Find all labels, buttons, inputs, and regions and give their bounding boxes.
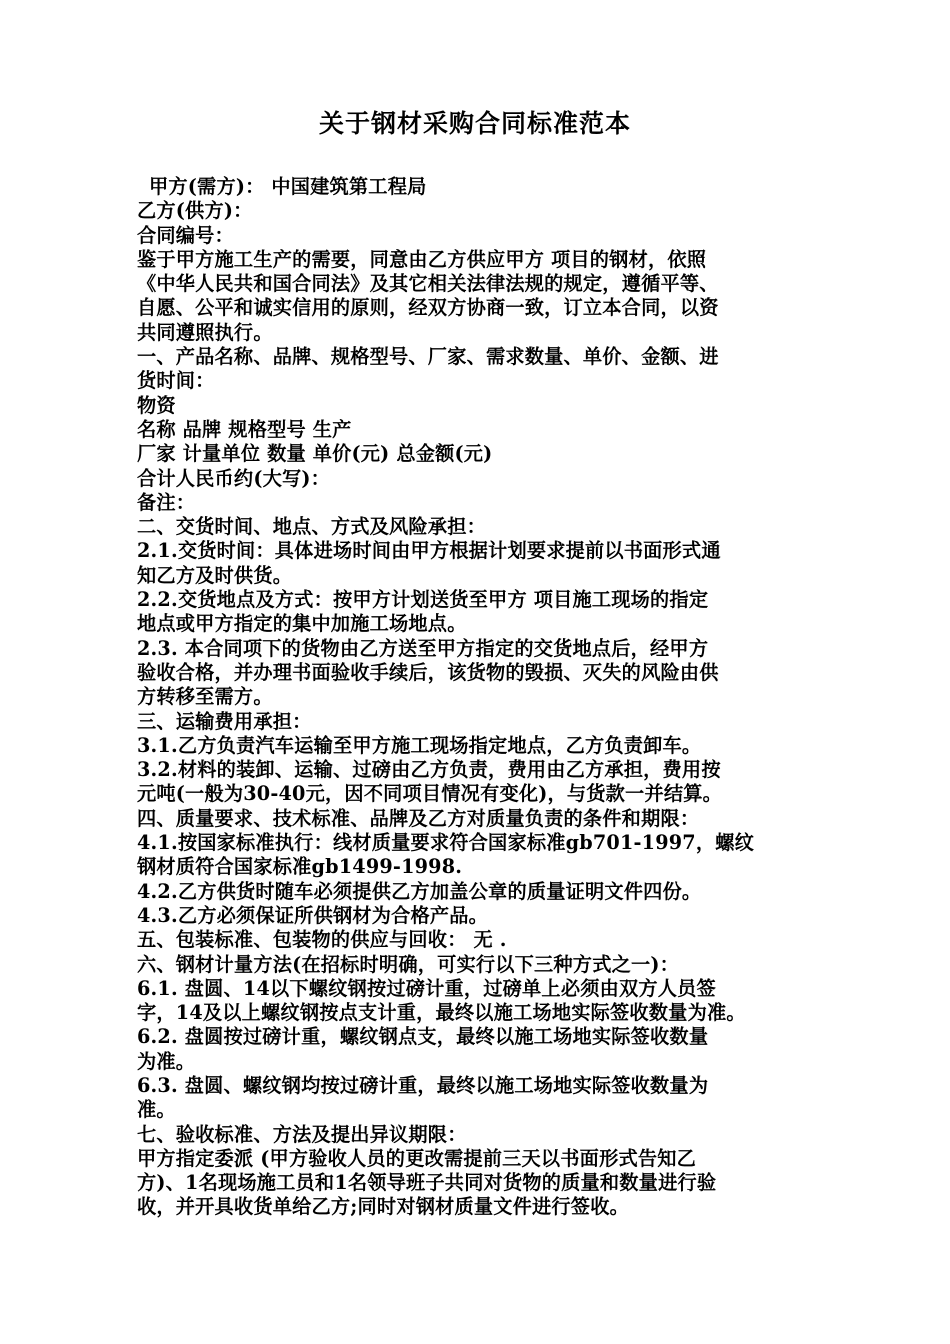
remarks-line: 备注： bbox=[137, 490, 196, 514]
clause-7-text: 收，并开具收货单给乙方;同时对钢材质量文件进行签收。 bbox=[137, 1195, 629, 1219]
clause-2-3: 方转移至需方。 bbox=[137, 685, 273, 709]
section-1-heading: 一、产品名称、品牌、规格型号、厂家、需求数量、单价、金额、进 bbox=[137, 345, 719, 369]
clause-4-1: 4.1.按国家标准执行：线材质量要求符合国家标准gb701-1997，螺纹 bbox=[137, 831, 755, 855]
clause-7-text: 方)、1名现场施工员和1名领导班子共同对货物的质量和数量进行验 bbox=[137, 1171, 717, 1195]
party-a-line: 甲方(需方)： 中国建筑第工程局 bbox=[149, 175, 427, 198]
clause-7-text: 甲方指定委派 (甲方验收人员的更改需提前三天以书面形式告知乙 bbox=[137, 1146, 697, 1170]
contract-number-line: 合同编号： bbox=[137, 223, 234, 247]
section-5-heading: 五、包装标准、包装物的供应与回收： 无 . bbox=[137, 928, 507, 952]
section-2-heading: 二、交货时间、地点、方式及风险承担： bbox=[137, 515, 486, 539]
section-1-heading: 货时间： bbox=[137, 369, 215, 393]
total-line: 合计人民币约(大写)： bbox=[137, 466, 331, 490]
section-3-heading: 三、运输费用承担： bbox=[137, 709, 312, 733]
clause-2-1: 知乙方及时供货。 bbox=[137, 563, 293, 587]
table-header-line: 名称 品牌 规格型号 生产 bbox=[137, 417, 352, 441]
clause-3-1: 3.1.乙方负责汽车运输至甲方施工现场指定地点，乙方负责卸车。 bbox=[137, 733, 702, 757]
section-7-heading: 七、验收标准、方法及提出异议期限： bbox=[137, 1122, 467, 1146]
clause-3-2: 3.2.材料的装卸、运输、过磅由乙方负责，费用由乙方承担，费用按 bbox=[137, 758, 721, 782]
clause-6-1: 6.1. 盘圆、14以下螺纹钢按过磅计重，过磅单上必须由双方人员签 bbox=[137, 976, 716, 1000]
section-4-heading: 四、质量要求、技术标准、品牌及乙方对质量负责的条件和期限： bbox=[137, 806, 700, 830]
clause-2-1: 2.1.交货时间：具体进场时间由甲方根据计划要求提前以书面形式通 bbox=[137, 539, 721, 563]
clause-6-3: 6.3. 盘圆、螺纹钢均按过磅计重，最终以施工场地实际签收数量为 bbox=[137, 1073, 709, 1097]
clause-2-2: 2.2.交货地点及方式：按甲方计划送货至甲方 项目施工现场的指定 bbox=[137, 588, 709, 612]
preamble-line: 共同遵照执行。 bbox=[137, 320, 273, 344]
party-b-line: 乙方(供方)： bbox=[137, 199, 253, 223]
clause-2-3: 验收合格，并办理书面验收手续后，该货物的毁损、灭失的风险由供 bbox=[137, 660, 719, 684]
document-title: 关于钢材采购合同标准范本 bbox=[318, 109, 631, 138]
section-6-heading: 六、钢材计量方法(在招标时明确，可实行以下三种方式之一)： bbox=[137, 952, 680, 976]
preamble-line: 《中华人民共和国合同法》及其它相关法律法规的规定，遵循平等、 bbox=[137, 272, 719, 296]
clause-4-1: 钢材质符合国家标准gb1499-1998. bbox=[137, 855, 463, 879]
clause-2-2: 地点或甲方指定的集中加施工场地点。 bbox=[137, 612, 467, 636]
clause-2-3: 2.3. 本合同项下的货物由乙方送至甲方指定的交货地点后，经甲方 bbox=[137, 636, 709, 660]
clause-3-2: 元吨(一般为30-40元，因不同项目情况有变化)，与货款一并结算。 bbox=[137, 782, 722, 806]
preamble-line: 鉴于甲方施工生产的需要，同意由乙方供应甲方 项目的钢材，依照 bbox=[137, 247, 707, 271]
clause-4-2: 4.2.乙方供货时随车必须提供乙方加盖公章的质量证明文件四份。 bbox=[137, 879, 702, 903]
clause-6-2: 6.2. 盘圆按过磅计重，螺纹钢点支，最终以施工场地实际签收数量 bbox=[137, 1025, 709, 1049]
clause-6-3: 准。 bbox=[137, 1098, 176, 1122]
table-header-line: 物资 bbox=[137, 393, 176, 417]
clause-6-2: 为准。 bbox=[137, 1049, 196, 1073]
table-header-line: 厂家 计量单位 数量 单价(元) 总金额(元) bbox=[137, 442, 493, 466]
preamble-line: 自愿、公平和诚实信用的原则，经双方协商一致，订立本合同，以资 bbox=[137, 296, 719, 320]
clause-6-1: 字，14及以上螺纹钢按点支计重，最终以施工场地实际签收数量为准。 bbox=[137, 1001, 746, 1025]
contract-body bbox=[137, 175, 827, 1220]
clause-4-3: 4.3.乙方必须保证所供钢材为合格产品。 bbox=[137, 903, 489, 927]
